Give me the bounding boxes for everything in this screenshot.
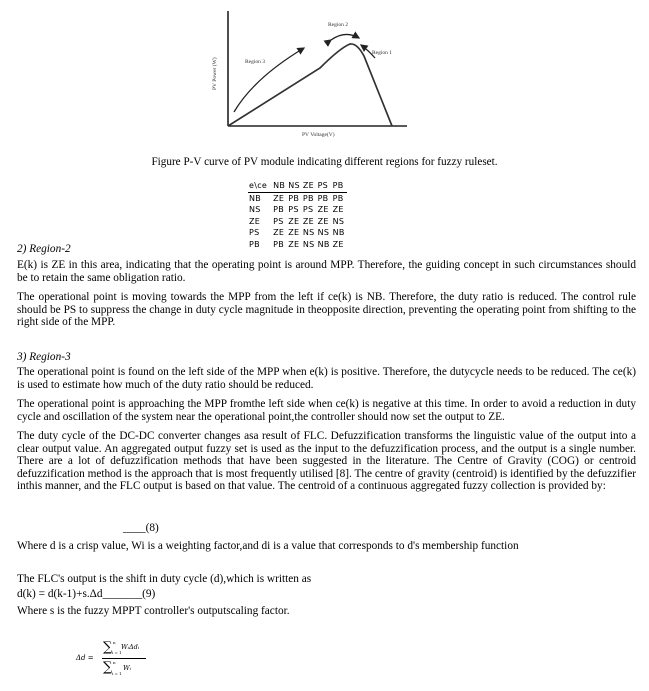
region2-paragraph-2: The operational point is moving towards the MPP from the left if ce(k) is NB. Therefore, the duty ratio is reduced. The control rule should be PS to suppress the change in duty cycle magnitude in theopposite direction, preventing the operating point from shifting to the right side of the MPP.: [17, 291, 636, 329]
rule-table-header: [248, 180, 347, 192]
eq-lhs: Δd =: [76, 654, 94, 662]
region3-paragraph-3: The duty cycle of the DC-DC converter changes asa result of FLC. Defuzzification transforms the linguistic value of the output into a clear output value. An aggregated output fuzzy set is used as the input to the defuzzification process, and the output is a single number. There are a lot of defuzzification methods that have been suggested in the literature. The Centre of Gravity (COG) or centroid defuzzification method is the approach that is most frequently utilised [8]. The centre of gravity (centroid) is identified by the defuzzifier inthis manner, and the FLC output is based on that value. The centroid of a continuous aggregated fuzzy collection is provided by:: [17, 430, 636, 493]
rule-cell: PS: [273, 216, 284, 226]
flc-output-text: The FLC's output is the shift in duty cycle (d),which is written as: [17, 573, 312, 585]
rule-cell: ZE: [273, 193, 285, 203]
rule-cell: PB: [302, 193, 314, 203]
region3-heading: 3) Region-3: [17, 351, 71, 363]
equation-9: d(k) = d(k-1)+s.Δd_______(9): [17, 588, 156, 600]
eq-denominator: Wᵢ: [123, 664, 131, 672]
x-axis-label: PV Voltage(V): [302, 132, 335, 138]
scaling-factor-text: Where s is the fuzzy MPPT controller's outputscaling factor.: [17, 605, 290, 617]
rule-cell: PB: [273, 239, 285, 249]
pv-curve: [228, 44, 392, 126]
region2-arrow: [331, 34, 359, 40]
rule-row-label: NS: [249, 205, 261, 214]
region1-label: Region 1: [372, 50, 393, 56]
rule-cell: NB: [273, 181, 286, 190]
rule-cell: PB: [332, 180, 347, 192]
pv-curve-svg: [202, 8, 412, 140]
rule-cell: ZE: [317, 205, 329, 214]
y-axis-label: PV Power (W): [212, 57, 218, 90]
fuzzy-rule-table: [248, 180, 347, 250]
rule-cell: PB: [288, 193, 300, 203]
rule-cell: ZE: [332, 239, 344, 249]
rule-table-row: [248, 192, 347, 204]
region3-label: Region 3: [245, 59, 266, 65]
equation-8-marker: ____(8): [123, 522, 159, 534]
rule-cell: PB: [332, 193, 344, 203]
rule-cell: PB: [317, 193, 329, 203]
region3-paragraph-2: The operational point is approaching the MPP fromthe left side when ce(k) is negative at this time. In order to avoid a reduction in duty cycle and oscillation of the system near the operational point,the controller should now set the output to ZE.: [17, 398, 636, 423]
region2-heading: 2) Region-2: [17, 243, 71, 255]
eq-fraction-bar: [102, 658, 146, 659]
equation-8-description: Where d is a crisp value, Wi is a weighting factor,and di is a value that corresponds to d's membership function: [17, 540, 519, 552]
rule-cell: ZE: [273, 228, 285, 237]
rule-cell: NB: [332, 228, 345, 237]
region2-paragraph-1: E(k) is ZE in this area, indicating that the operating point is around MPP. Therefore, the guiding concept in such circumstances should be to retain the same obligation ratio.: [17, 259, 636, 284]
pv-curve-figure: [202, 8, 412, 140]
rule-table-row: [248, 227, 347, 239]
region3-paragraph-1: The operational point is found on the left side of the MPP when e(k) is positive. Therefore, the dutycycle needs to be reduced. The ce(k) is used to estimate how much of the duty ratio should be reduced.: [17, 366, 636, 391]
rule-cell: ZE: [288, 228, 300, 237]
rule-cell: ZE: [317, 216, 329, 226]
rule-cell: PS: [302, 205, 314, 214]
rule-cell: PB: [273, 205, 285, 214]
rule-cell: ZE: [332, 205, 344, 214]
rule-row-label: PB: [249, 239, 260, 249]
rule-cell: PS: [317, 180, 332, 192]
figure-caption: Figure P-V curve of PV module indicating different regions for fuzzy ruleset.: [151, 156, 498, 168]
rule-row-label: NB: [249, 193, 262, 203]
rule-row-label: e\ce: [248, 180, 272, 192]
rule-cell: NS: [332, 216, 345, 226]
eq-sum-bottom-lower: i = 1: [112, 671, 122, 676]
eq-sum-bottom: ∑: [103, 660, 113, 675]
eq-sum-top-lower: i = 1: [112, 650, 122, 655]
rule-cell: ZE: [288, 216, 300, 226]
rule-cell: NS: [317, 228, 330, 237]
region2-label: Region 2: [328, 22, 349, 28]
rule-cell: ZE: [302, 216, 315, 226]
rule-row-label: PS: [249, 228, 260, 237]
rule-cell: ZE: [302, 180, 317, 192]
region3-arrow: [234, 48, 304, 112]
rule-cell: ZE: [288, 239, 300, 249]
centroid-equation: [76, 640, 166, 684]
rule-cell: NB: [317, 239, 330, 249]
rule-row-label: ZE: [249, 216, 261, 226]
eq-sum-bottom-upper: n: [113, 660, 116, 665]
eq-sum-top: ∑: [103, 640, 113, 655]
rule-table-row: [248, 216, 347, 228]
rule-cell: NS: [288, 181, 300, 190]
rule-cell: PS: [288, 205, 299, 214]
eq-numerator: WᵢΔdᵢ: [121, 643, 140, 651]
rule-cell: NS: [302, 239, 315, 249]
rule-table-row: [248, 204, 347, 216]
rule-cell: NS: [302, 228, 315, 237]
eq-sum-top-upper: n: [113, 640, 116, 645]
